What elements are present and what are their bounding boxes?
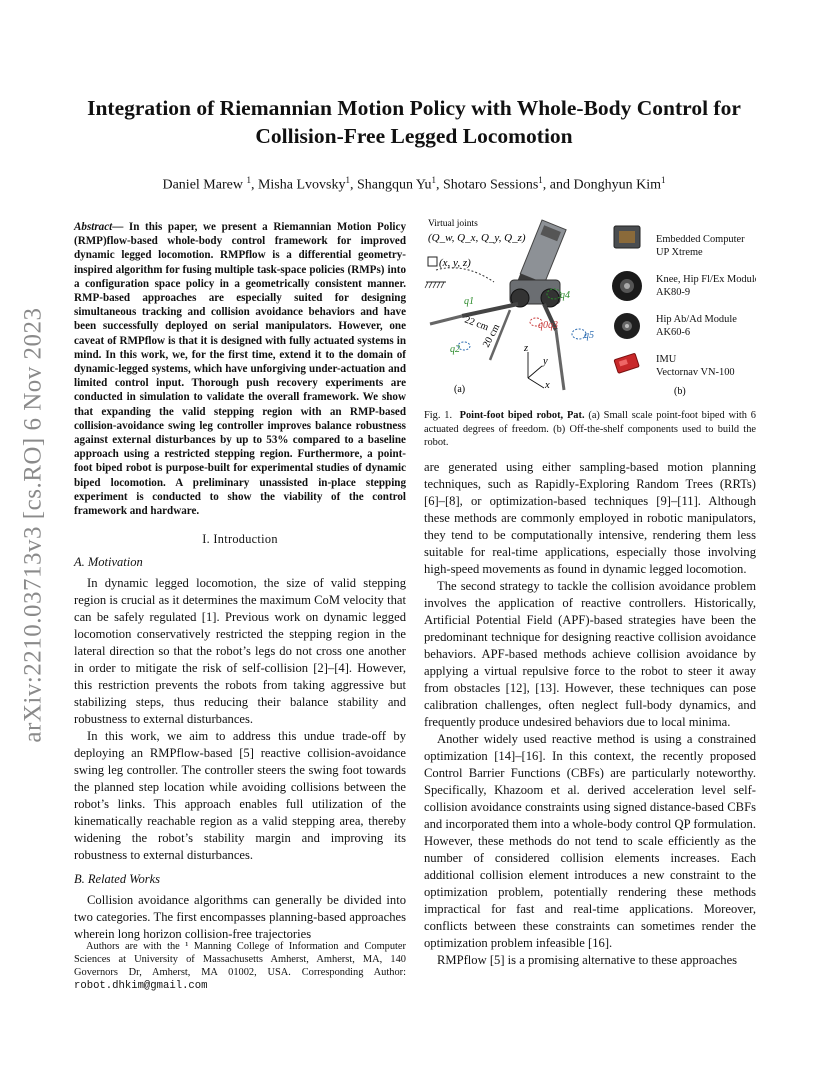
paragraph-related-1: Collision avoidance algorithms can generally be divided into two categories. The first encompasses planning-based approaches wherein long horizon collision-free trajectories	[74, 893, 406, 942]
section-heading-introduction: I. Introduction	[202, 532, 278, 547]
component-3-name: Hip Ab/Ad Module	[656, 314, 737, 325]
author-2: , Misha Lvovsky	[250, 177, 346, 193]
component-1-model: UP Xtreme	[656, 247, 703, 258]
component-2-name: Knee, Hip Fl/Ex Module	[656, 274, 756, 285]
affiliation-mark: 1	[431, 175, 436, 185]
paragraph-motivation-2: In this work, we aim to address this undue trade-off by deploying an RMPflow-based [5] reactive collision-avoidance swing leg controller. The controller steers the swing foot towards the planned step location while avoiding collisions between the robot’s links. This approach enables full utilization of the kinematically reachable region as a valid stepping area, thereby widening the robot’s stability margin and improving its robustness to external disturbances.	[74, 729, 406, 863]
paragraph-right-1: are generated using either sampling-based motion planning techniques, such as Rapidly-Exploring Random Trees (RRTs) [6]–[8], or optimization-based techniques [9]–[11]. Although these methods are commonly employed in robotic manipulators, they tend to be computationally intensive, rendering them less suitable for real-time applications, especially those involving high-speed movements as found in dynamic legged locomotion.	[424, 460, 756, 576]
author-footnote	[74, 940, 406, 993]
component-4-model: Vectornav VN-100	[656, 367, 735, 378]
paragraph-right-3: Another widely used reactive method is using a constrained optimization [14]–[16]. In this context, the recently proposed Control Barrier Functions (CBFs) are particularly noteworthy. Specifically, Khazoom et al. derived acceleration level self-collision avoidance constraints using signed distance-based CBFs and incorporated them into a whole-body control QP formulation. However, these methods do not tend to scale efficiently as the number of considered collision elements increases. Each additional collision element introduces a new constraint to the optimization problem, potentially rendering these methods impractical for fast and real-time applications. Moreover, conflicts between these constraints can sometimes render the optimization problem infeasible [16].	[424, 732, 756, 950]
panel-a-label: (a)	[454, 384, 466, 395]
virtual-joint-box	[428, 257, 437, 266]
robot-diagram	[425, 219, 594, 395]
title-line-2: Collision-Free Legged Locomotion	[255, 124, 573, 148]
figure-1-graphic	[424, 212, 756, 402]
joint-q2-label: q2	[450, 344, 460, 355]
paragraph-motivation-1: In dynamic legged locomotion, the size of valid stepping region is crucial as it determines the maximum CoM velocity that can be safely regulated [1]. Previous work on dynamic legged locomotion conservatively restricted the stepping region in the lateral direction so that the robot’s legs do not cross one another in order to mitigate the risk of self-collision [2]–[4]. However, this restriction prevents the robots from taking aggressive but stabilizing steps, thus reducing their balance stability and robustness to external disturbances.	[74, 576, 406, 727]
author-5: , and Donghyun Kim	[542, 177, 662, 193]
subsection-heading-motivation: A. Motivation	[74, 555, 143, 570]
abstract-text: In this paper, we present a Riemannian Motion Policy (RMP)flow-based whole-body control framework for improved dynamic legged locomotion. RMPflow is a differential geometry-inspired algorithm for fusing multiple task-space policies (RMPs) into a configuration space policy in a geometrically consistent manner. RMP-based approaches are especially suited for designing simultaneous tracking and collision avoidance behaviors and have been successfully deployed on serial manipulators. However, one caveat of RMPflow is that it is designed with fully actuated systems in mind. In this work, we, for the first time, extend it to the domain of dynamic-legged systems, which have unforgiving under-actuation and limited control input. Thorough push recovery experiments are conducted in simulation to validate the overall framework. We show that expanding the valid stepping region with an RMP-based collision-avoidance swing leg controller improves balance robustness against external disturbances by up to 53% compared to a baseline approach using a restricted stepping region. Furthermore, a point-foot biped robot is purpose-built for experimental studies of dynamic biped locomotion. A preliminary unassisted in-place stepping experiment is conducted to show the viability of the control framework and hardware.	[74, 221, 406, 518]
figure-1-caption	[424, 409, 756, 450]
abstract-dash: —	[112, 221, 124, 233]
affiliation-mark: 1	[345, 175, 350, 185]
subsection-heading-related-works: B. Related Works	[74, 872, 160, 887]
arxiv-identifier	[12, 290, 56, 760]
title-line-1: Integration of Riemannian Motion Policy with Whole-Body Control for	[87, 96, 741, 120]
affiliation-mark: 1	[246, 175, 251, 185]
axis-x-label: x	[545, 380, 550, 391]
author-3: , Shangqun Yu	[349, 177, 432, 193]
joint-q3-label: q3	[548, 320, 558, 331]
coordinate-axes	[523, 343, 550, 391]
paragraph-right-4: RMPflow [5] is a promising alternative to these approaches	[437, 953, 738, 967]
footnote-text: Authors are with the ¹ Manning College of Information and Computer Sciences at University of Massachusetts Amherst, Amherst, MA, 140 Governors Dr, Amherst, MA 01002, USA. Corresponding Author:	[74, 941, 406, 978]
paper-title	[60, 94, 768, 150]
virtual-joint-quaternion: (Q_w, Q_x, Q_y, Q_z)	[428, 232, 526, 244]
axis-y-label: y	[543, 356, 548, 367]
corresponding-email: robot.dhkim@gmail.com	[74, 980, 208, 992]
left-column	[74, 220, 406, 943]
joint-q4-label: q4	[560, 290, 570, 301]
thigh-length-label: 22 cm	[462, 314, 490, 334]
affiliation-mark: 1	[538, 175, 543, 185]
figure-1	[424, 212, 756, 402]
component-3-model: AK60-6	[656, 327, 691, 338]
component-4-name: IMU	[656, 354, 677, 365]
ground-hatch	[425, 282, 444, 288]
joint-q0-label: q0	[538, 320, 548, 331]
virtual-joints-label: Virtual joints	[428, 219, 478, 229]
joint-q5-label: q5	[584, 330, 594, 341]
joint-q1-label: q1	[464, 296, 474, 307]
shin-length-label: 20 cm	[480, 322, 503, 350]
author-1: Daniel Marew	[162, 177, 247, 193]
panel-b-label: (b)	[674, 386, 686, 397]
affiliation-mark: 1	[661, 175, 666, 185]
abstract-label: Abstract	[74, 221, 113, 233]
virtual-joint-position: (x, y, z)	[439, 257, 471, 269]
author-4: , Shotaro Sessions	[436, 177, 539, 193]
caption-label: Fig. 1.	[424, 410, 453, 421]
abstract	[74, 220, 406, 518]
caption-text: (a) Small scale point-foot biped with 6 actuated degrees of freedom. (b) Off-the-shelf components used to build the robot.	[424, 410, 756, 448]
left-shin	[430, 316, 462, 324]
caption-bold: Point-foot biped robot, Pat.	[459, 410, 585, 421]
components-panel	[612, 226, 756, 397]
imu-icon	[614, 353, 639, 373]
right-shin	[556, 330, 564, 390]
author-list	[60, 170, 768, 196]
component-2-model: AK80-9	[656, 287, 691, 298]
right-column	[424, 459, 756, 969]
virtual-link-line	[436, 268, 494, 282]
paragraph-right-2: The second strategy to tackle the collision avoidance problem involves the application of reactive controllers. Historically, Artificial Potential Field (APF)-based strategies have been the predominant technique for designing reactive collision avoidance behaviors. APF-based methods achieve collision avoidance by applying a virtual repulsive force to the robot to steer it away from obstacles [12], [13]. However, these techniques can pose calibration challenges, often neglect full-body dynamics, and frequently produce undesired behaviors due to local minima.	[424, 579, 756, 729]
axis-z-label: z	[524, 343, 529, 354]
component-1-name: Embedded Computer	[656, 234, 745, 245]
arxiv-identifier-text: arXiv:2210.03713v3 [cs.RO] 6 Nov 2023	[20, 307, 48, 743]
